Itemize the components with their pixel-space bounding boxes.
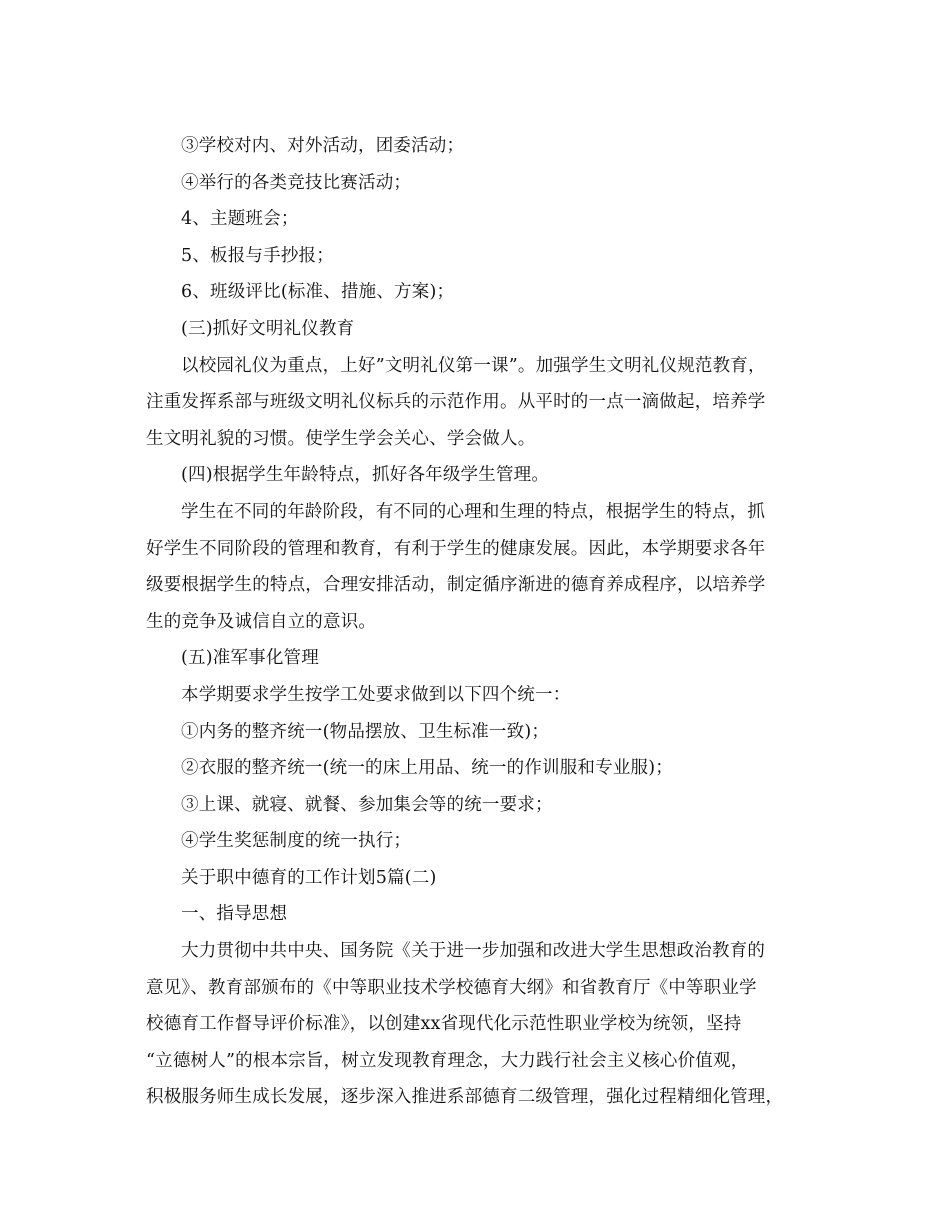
text-line: ③学校对内、对外活动，团委活动； [181, 136, 465, 156]
text-line: 注重发挥系部与班级文明礼仪标兵的示范作用。从平时的一点一滴做起，培养学 [146, 392, 766, 413]
section-heading: 一、指导思想 [181, 904, 288, 925]
section-heading: (三)抓好文明礼仪教育 [181, 318, 355, 339]
document-subtitle: 关于职中德育的工作计划5篇(二) [181, 867, 437, 888]
text-line: 生文明礼貌的习惯。使学生学会关心、学会做人。 [146, 428, 536, 449]
text-line: ④举行的各类竞技比赛活动； [181, 172, 412, 193]
text-line: 校德育工作督导评价标准》，以创建xx省现代化示范性职业学校为统领，坚持 [146, 1014, 742, 1035]
text-line: ②衣服的整齐统一(统一的床上用品、统一的作训服和专业服)； [181, 758, 673, 779]
document-body [146, 128, 811, 1116]
text-line: 学生在不同的年龄阶段，有不同的心理和生理的特点，根据学生的特点，抓 [181, 501, 766, 522]
text-line: 好学生不同阶段的管理和教育，有利于学生的健康发展。因此，本学期要求各年 [146, 538, 766, 559]
text-line: 生的竞争及诚信自立的意识。 [146, 611, 377, 632]
text-line: ①内务的整齐统一(物品摆放、卫生标准一致)； [181, 721, 550, 742]
text-line: 以校园礼仪为重点，上好”文明礼仪第一课”。加强学生文明礼仪规范教育， [181, 355, 766, 376]
text-line: 级要根据学生的特点，合理安排活动，制定循序渐进的德育养成程序，以培养学 [146, 575, 766, 596]
text-line: 6、班级评比(标准、措施、方案)； [181, 282, 455, 303]
text-line: 积极服务师生成长发展，逐步深入推进系部德育二级管理，强化过程精细化管理， [146, 1087, 784, 1108]
text-line: 本学期要求学生按学工处要求做到以下四个统一： [181, 684, 571, 705]
section-heading: (五)准军事化管理 [181, 648, 319, 669]
section-heading: (四)根据学生年龄特点，抓好各年级学生管理。 [181, 465, 550, 486]
text-line: 4、主题班会； [181, 209, 299, 230]
text-line: ③上课、就寝、就餐、参加集会等的统一要求； [181, 794, 553, 815]
text-line: 大力贯彻中共中央、国务院《关于进一步加强和改进大学生思想政治教育的 [181, 941, 766, 962]
text-line: 意见》、教育部颁布的《中等职业技术学校德育大纲》和省教育厅《中等职业学 [146, 977, 757, 998]
text-line: 5、板报与手抄报； [181, 245, 334, 266]
text-line: ④学生奖惩制度的统一执行； [181, 831, 412, 852]
text-line: “立德树人”的根本宗旨，树立发现教育理念，大力践行社会主义核心价值观， [146, 1050, 749, 1071]
